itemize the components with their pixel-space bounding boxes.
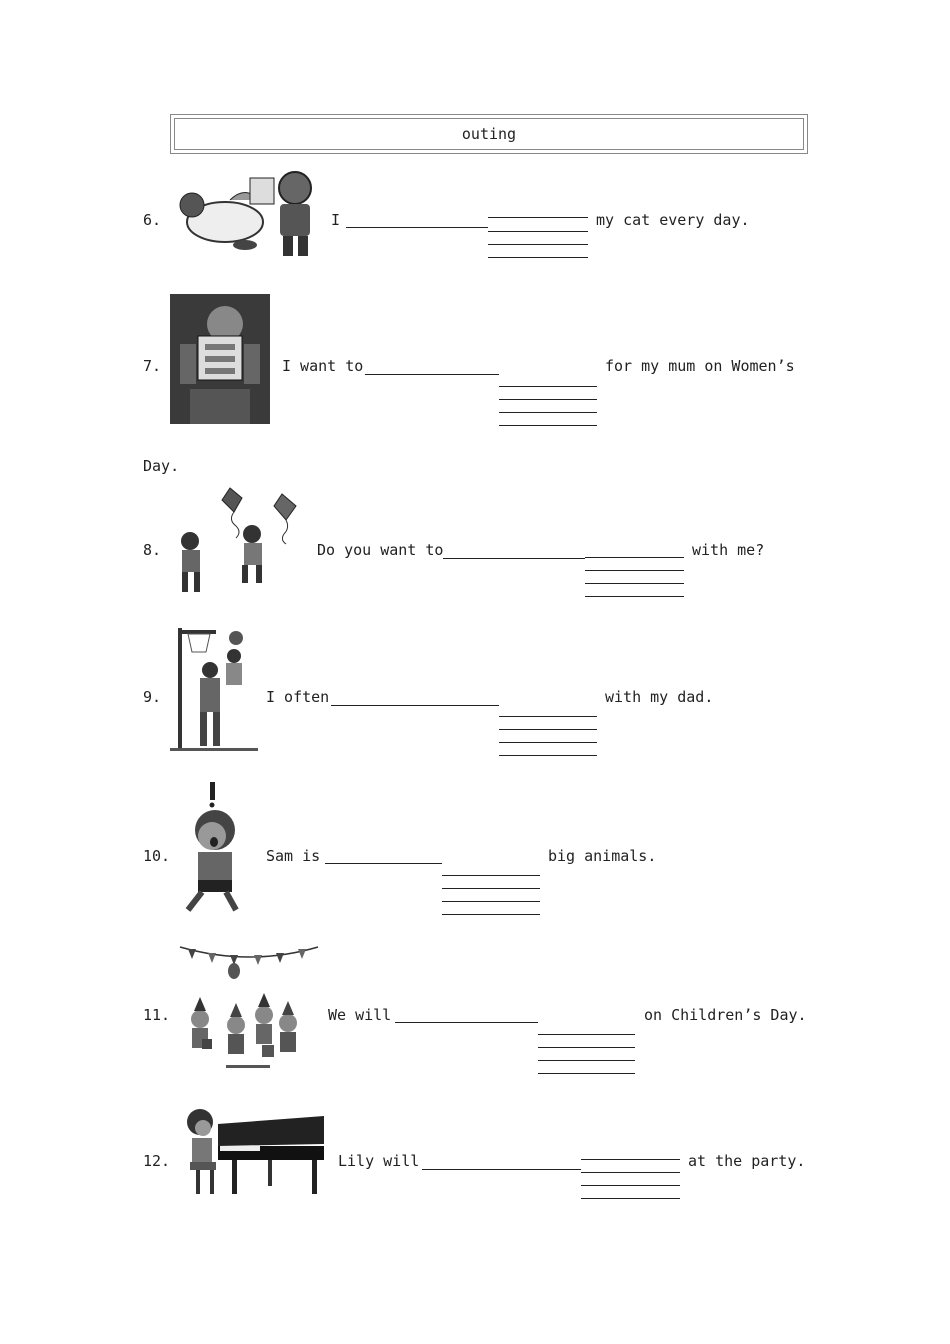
question-10-line xyxy=(442,888,540,889)
question-6-line xyxy=(488,257,588,258)
question-9-text-before: I often xyxy=(266,688,330,706)
question-8-text-after: with me? xyxy=(692,541,765,559)
question-11-answer-line[interactable] xyxy=(395,1022,538,1023)
question-6-line xyxy=(488,231,588,232)
question-7-line xyxy=(499,399,597,400)
girl-playing-piano-picture xyxy=(176,1102,328,1198)
question-12-line xyxy=(581,1185,680,1186)
question-11-line xyxy=(538,1060,635,1061)
word-box xyxy=(170,114,808,154)
question-8-line xyxy=(585,557,684,558)
question-8-answer-line[interactable] xyxy=(443,558,585,559)
question-7-line xyxy=(499,386,597,387)
question-10-line xyxy=(442,901,540,902)
boy-feeding-cat-picture xyxy=(170,160,330,260)
question-7-line xyxy=(499,412,597,413)
question-12-line xyxy=(581,1172,680,1173)
question-8-line xyxy=(585,596,684,597)
question-6-number: 6. xyxy=(143,211,162,229)
child-holding-card-picture xyxy=(170,294,270,424)
question-10-number: 10. xyxy=(143,847,171,865)
question-6-text-before: I xyxy=(331,211,341,229)
question-9-number: 9. xyxy=(143,688,162,706)
question-6-line xyxy=(488,244,588,245)
question-10-line xyxy=(442,914,540,915)
question-7-line xyxy=(499,425,597,426)
question-6-answer-line[interactable] xyxy=(346,227,488,228)
question-8-line xyxy=(585,583,684,584)
question-8-number: 8. xyxy=(143,541,162,559)
question-12-answer-line[interactable] xyxy=(422,1169,581,1170)
question-10-text-after: big animals. xyxy=(548,847,657,865)
question-7-number: 7. xyxy=(143,357,162,375)
question-12-line xyxy=(581,1159,680,1160)
question-9-line xyxy=(499,755,597,756)
question-12-text-before: Lily will xyxy=(338,1152,420,1170)
word-box-inner xyxy=(174,118,804,150)
scared-boy-picture xyxy=(170,780,260,915)
question-11-text-before: We will xyxy=(328,1006,392,1024)
question-9-line xyxy=(499,716,597,717)
question-8-line xyxy=(585,570,684,571)
question-7-answer-line[interactable] xyxy=(365,374,499,375)
question-10-text-before: Sam is xyxy=(266,847,321,865)
question-9-text-after: with my dad. xyxy=(605,688,714,706)
question-10-line xyxy=(442,875,540,876)
question-12-text-after: at the party. xyxy=(688,1152,806,1170)
question-10-answer-line[interactable] xyxy=(325,863,442,864)
question-11-line xyxy=(538,1034,635,1035)
question-9-line xyxy=(499,742,597,743)
question-6-text-after: my cat every day. xyxy=(596,211,750,229)
question-11-line xyxy=(538,1073,635,1074)
question-12-number: 12. xyxy=(143,1152,171,1170)
question-11-number: 11. xyxy=(143,1006,171,1024)
question-7-text-continuation: Day. xyxy=(143,457,180,475)
question-9-answer-line[interactable] xyxy=(331,705,499,706)
question-7-text-after: for my mum on Women’s xyxy=(605,357,795,375)
children-party-picture xyxy=(176,937,322,1073)
children-flying-kites-picture xyxy=(170,486,310,598)
question-12-line xyxy=(581,1198,680,1199)
question-9-line xyxy=(499,729,597,730)
question-8-text-before: Do you want to xyxy=(317,541,444,559)
question-6-line xyxy=(488,217,588,218)
question-11-line xyxy=(538,1047,635,1048)
word-box-word: outing xyxy=(461,125,517,143)
father-son-basketball-picture xyxy=(170,626,258,752)
question-7-text-before: I want to xyxy=(282,357,364,375)
question-11-text-after: on Children’s Day. xyxy=(644,1006,807,1024)
